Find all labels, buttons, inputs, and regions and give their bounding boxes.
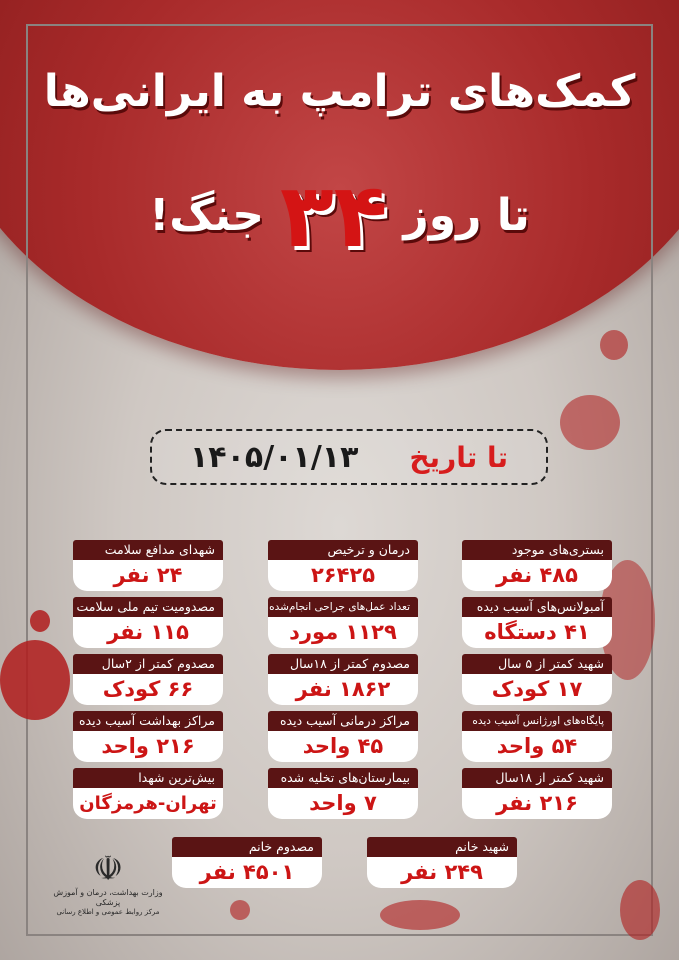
blood-splatter xyxy=(560,395,620,450)
headline: کمک‌های ترامپ به ایرانی‌ها xyxy=(43,66,636,117)
stat-card xyxy=(73,597,223,648)
stat-card xyxy=(367,837,517,888)
stat-label: مصدومیت تیم ملی سلامت xyxy=(73,597,223,617)
subheadline-prefix: تا روز xyxy=(403,189,530,241)
iran-emblem-icon: ☫ xyxy=(92,849,124,889)
stat-card xyxy=(172,837,322,888)
stat-card xyxy=(73,711,223,762)
stat-label: بیمارستان‌های تخلیه شده xyxy=(268,768,418,788)
stat-card xyxy=(462,768,612,819)
stat-value: تهران-هرمزگان xyxy=(73,788,223,819)
stat-value: ۶۶ کودک xyxy=(73,674,223,705)
stat-label: مصدوم کمتر از ۲سال xyxy=(73,654,223,674)
stat-label: بستری‌های موجود xyxy=(462,540,612,560)
stat-value: ۵۴ واحد xyxy=(462,731,612,762)
blood-splatter xyxy=(380,900,460,930)
stat-label: بیش‌ترین شهدا xyxy=(73,768,223,788)
stat-label: مصدوم خانم xyxy=(172,837,322,857)
stat-value: ۱۸۶۲ نفر xyxy=(268,674,418,705)
stat-value: ۴۸۵ نفر xyxy=(462,560,612,591)
blood-splatter xyxy=(0,640,70,720)
stat-label: درمان و ترخیص xyxy=(268,540,418,560)
logo-text-center: مرکز روابط عمومی و اطلاع رسانی xyxy=(56,908,160,916)
stat-value: ۱۱۵ نفر xyxy=(73,617,223,648)
blood-splatter xyxy=(30,610,50,632)
stat-label: پایگاه‌های اورژانس آسیب دیده xyxy=(462,711,612,731)
logo-text-ministry: وزارت بهداشت، درمان و آموزش پزشکی xyxy=(53,888,163,907)
stat-card xyxy=(73,540,223,591)
stat-value: ۱۷ کودک xyxy=(462,674,612,705)
stat-card xyxy=(462,597,612,648)
stat-card xyxy=(73,768,223,819)
blood-splatter xyxy=(600,330,628,360)
stat-value: ۴۵ واحد xyxy=(268,731,418,762)
war-day-number: ۳۴ xyxy=(280,163,388,267)
stat-label: شهید خانم xyxy=(367,837,517,857)
stat-value: ۲۱۶ نفر xyxy=(462,788,612,819)
stat-value: ۴۵۰۱ نفر xyxy=(172,857,322,888)
blood-splatter xyxy=(230,900,250,920)
stat-label: مراکز بهداشت آسیب دیده xyxy=(73,711,223,731)
stat-value: ۲۴۹ نفر xyxy=(367,857,517,888)
date-box xyxy=(150,429,548,485)
stat-label: شهدای مدافع سلامت xyxy=(73,540,223,560)
subheadline-suffix: جنگ! xyxy=(149,189,264,241)
stat-card xyxy=(268,711,418,762)
stat-card xyxy=(268,768,418,819)
stat-card xyxy=(462,654,612,705)
date-value: ۱۴۰۵/۰۱/۱۳ xyxy=(190,439,359,475)
stat-card xyxy=(268,597,418,648)
stat-value: ۲۶۴۲۵ xyxy=(268,560,418,591)
stat-label: تعداد عمل‌های جراحی انجام‌شده xyxy=(268,597,418,617)
stat-card xyxy=(268,540,418,591)
stat-value: ۱۱۲۹ مورد xyxy=(268,617,418,648)
stat-card xyxy=(462,711,612,762)
stat-label: آمبولانس‌های آسیب دیده xyxy=(462,597,612,617)
stat-label: مراکز درمانی آسیب دیده xyxy=(268,711,418,731)
stat-value: ۲۱۶ واحد xyxy=(73,731,223,762)
stat-label: شهید کمتر از ۵ سال xyxy=(462,654,612,674)
stat-card xyxy=(268,654,418,705)
ministry-logo xyxy=(48,850,168,920)
stat-value: ۷ واحد xyxy=(268,788,418,819)
stat-value: ۲۴ نفر xyxy=(73,560,223,591)
date-label: تا تاریخ xyxy=(409,440,508,474)
stat-label: مصدوم کمتر از ۱۸سال xyxy=(268,654,418,674)
stat-card xyxy=(73,654,223,705)
subheadline xyxy=(0,160,679,270)
stat-label: شهید کمتر از ۱۸سال xyxy=(462,768,612,788)
stat-card xyxy=(462,540,612,591)
blood-splatter xyxy=(620,880,660,940)
stat-value: ۴۱ دستگاه xyxy=(462,617,612,648)
